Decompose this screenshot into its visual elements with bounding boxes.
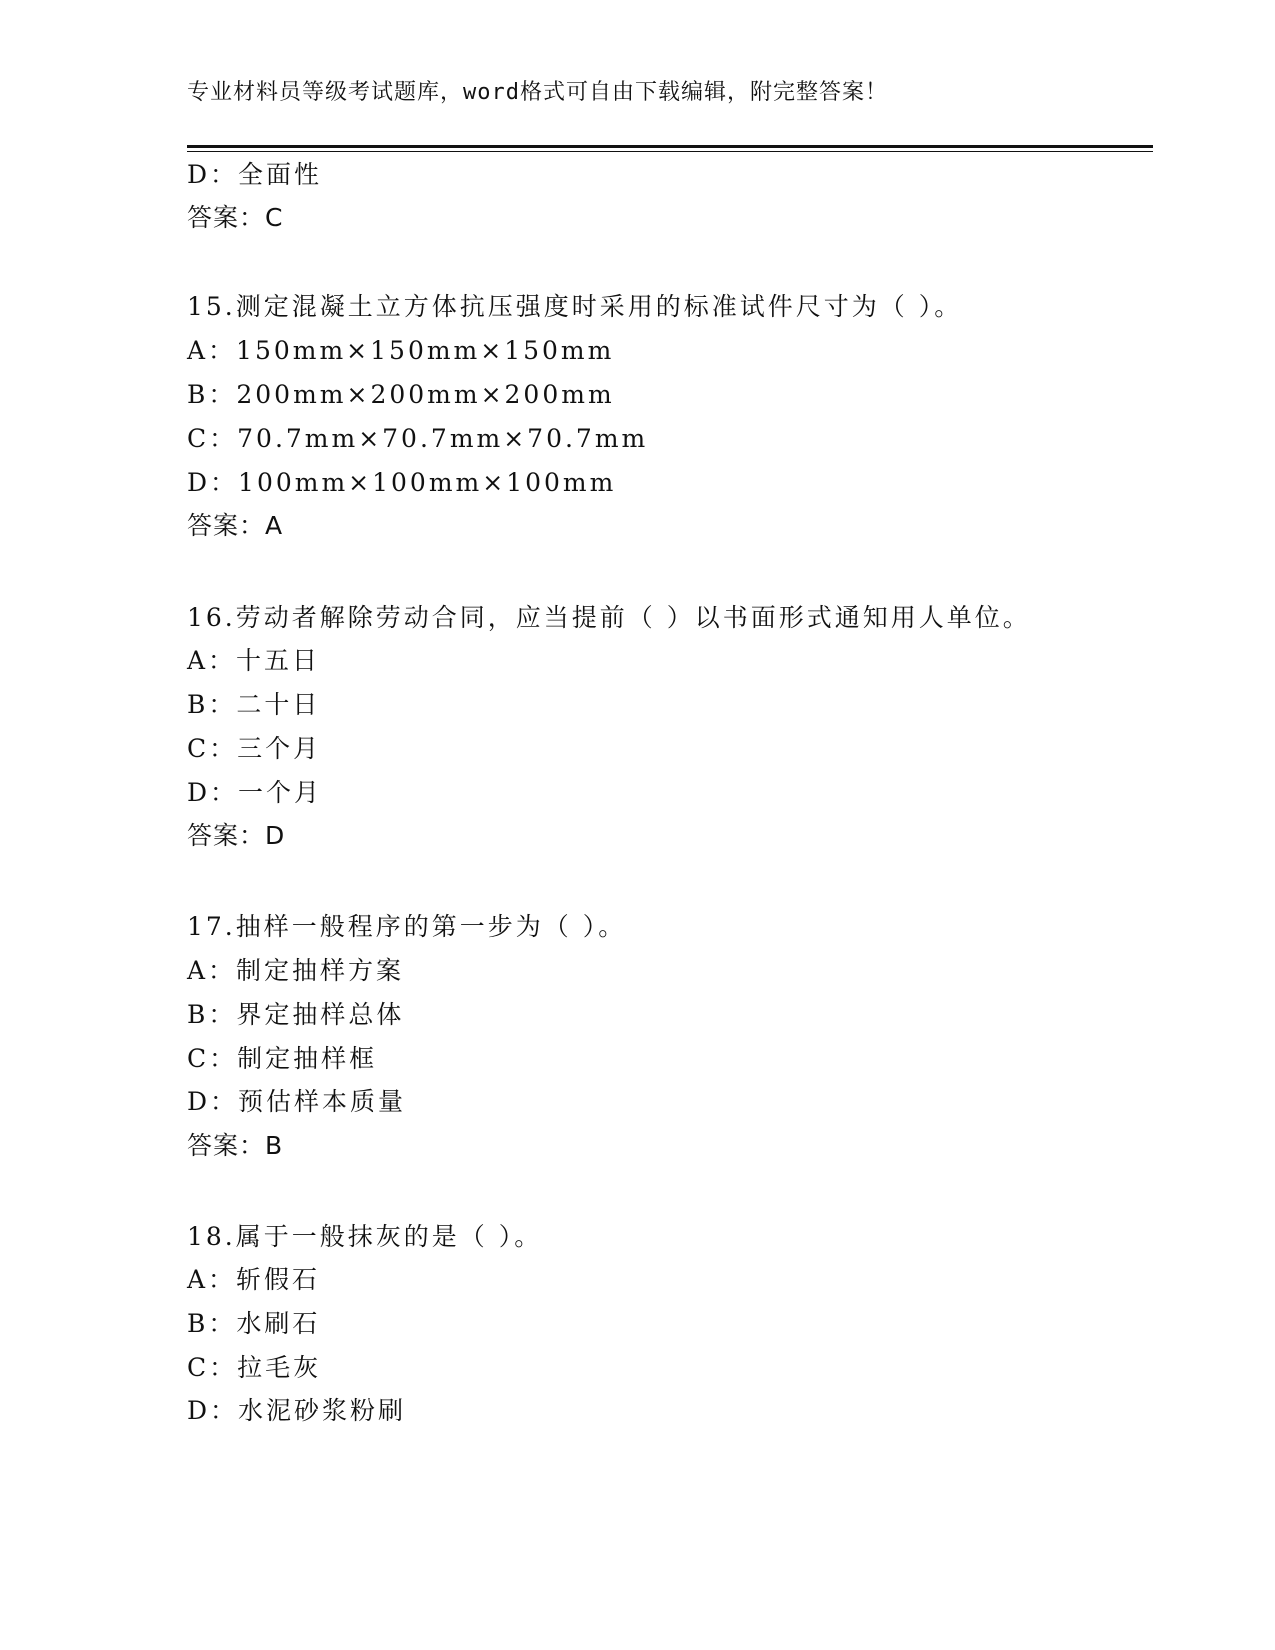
option-b: B：水刷石	[187, 1309, 321, 1338]
option-b: B：200mm×200mm×200mm	[187, 380, 615, 409]
answer-line: 答案：A	[187, 511, 284, 540]
option-c: C：制定抽样框	[187, 1044, 378, 1073]
option-b: B：二十日	[187, 690, 321, 719]
answer-line: 答案：C	[187, 203, 284, 232]
header-rule-thin	[187, 151, 1153, 152]
header-rule-thick	[187, 145, 1153, 148]
option-c: C：拉毛灰	[187, 1353, 322, 1382]
option-d: D：水泥砂浆粉刷	[187, 1396, 407, 1425]
option-d: D：全面性	[187, 160, 323, 189]
option-b: B：界定抽样总体	[187, 1000, 405, 1029]
answer-line: 答案：D	[187, 821, 286, 850]
question-stem: 15.测定混凝土立方体抗压强度时采用的标准试件尺寸为（ ）。	[187, 292, 963, 321]
option-a: A：斩假石	[187, 1265, 321, 1294]
option-d: D：一个月	[187, 778, 323, 807]
option-d: D：100mm×100mm×100mm	[187, 468, 617, 497]
question-stem: 16.劳动者解除劳动合同，应当提前（ ）以书面形式通知用人单位。	[187, 603, 1031, 632]
question-stem: 18.属于一般抹灰的是（ ）。	[187, 1222, 543, 1251]
option-c: C：三个月	[187, 734, 322, 763]
option-a: A：制定抽样方案	[187, 956, 405, 985]
option-a: A：十五日	[187, 646, 321, 675]
question-stem: 17.抽样一般程序的第一步为（ ）。	[187, 912, 627, 941]
option-c: C：70.7mm×70.7mm×70.7mm	[187, 424, 649, 453]
answer-line: 答案：B	[187, 1131, 284, 1160]
header-text: 专业材料员等级考试题库，word格式可自由下载编辑，附完整答案！	[187, 80, 888, 105]
option-a: A：150mm×150mm×150mm	[187, 336, 615, 365]
option-d: D：预估样本质量	[187, 1087, 407, 1116]
